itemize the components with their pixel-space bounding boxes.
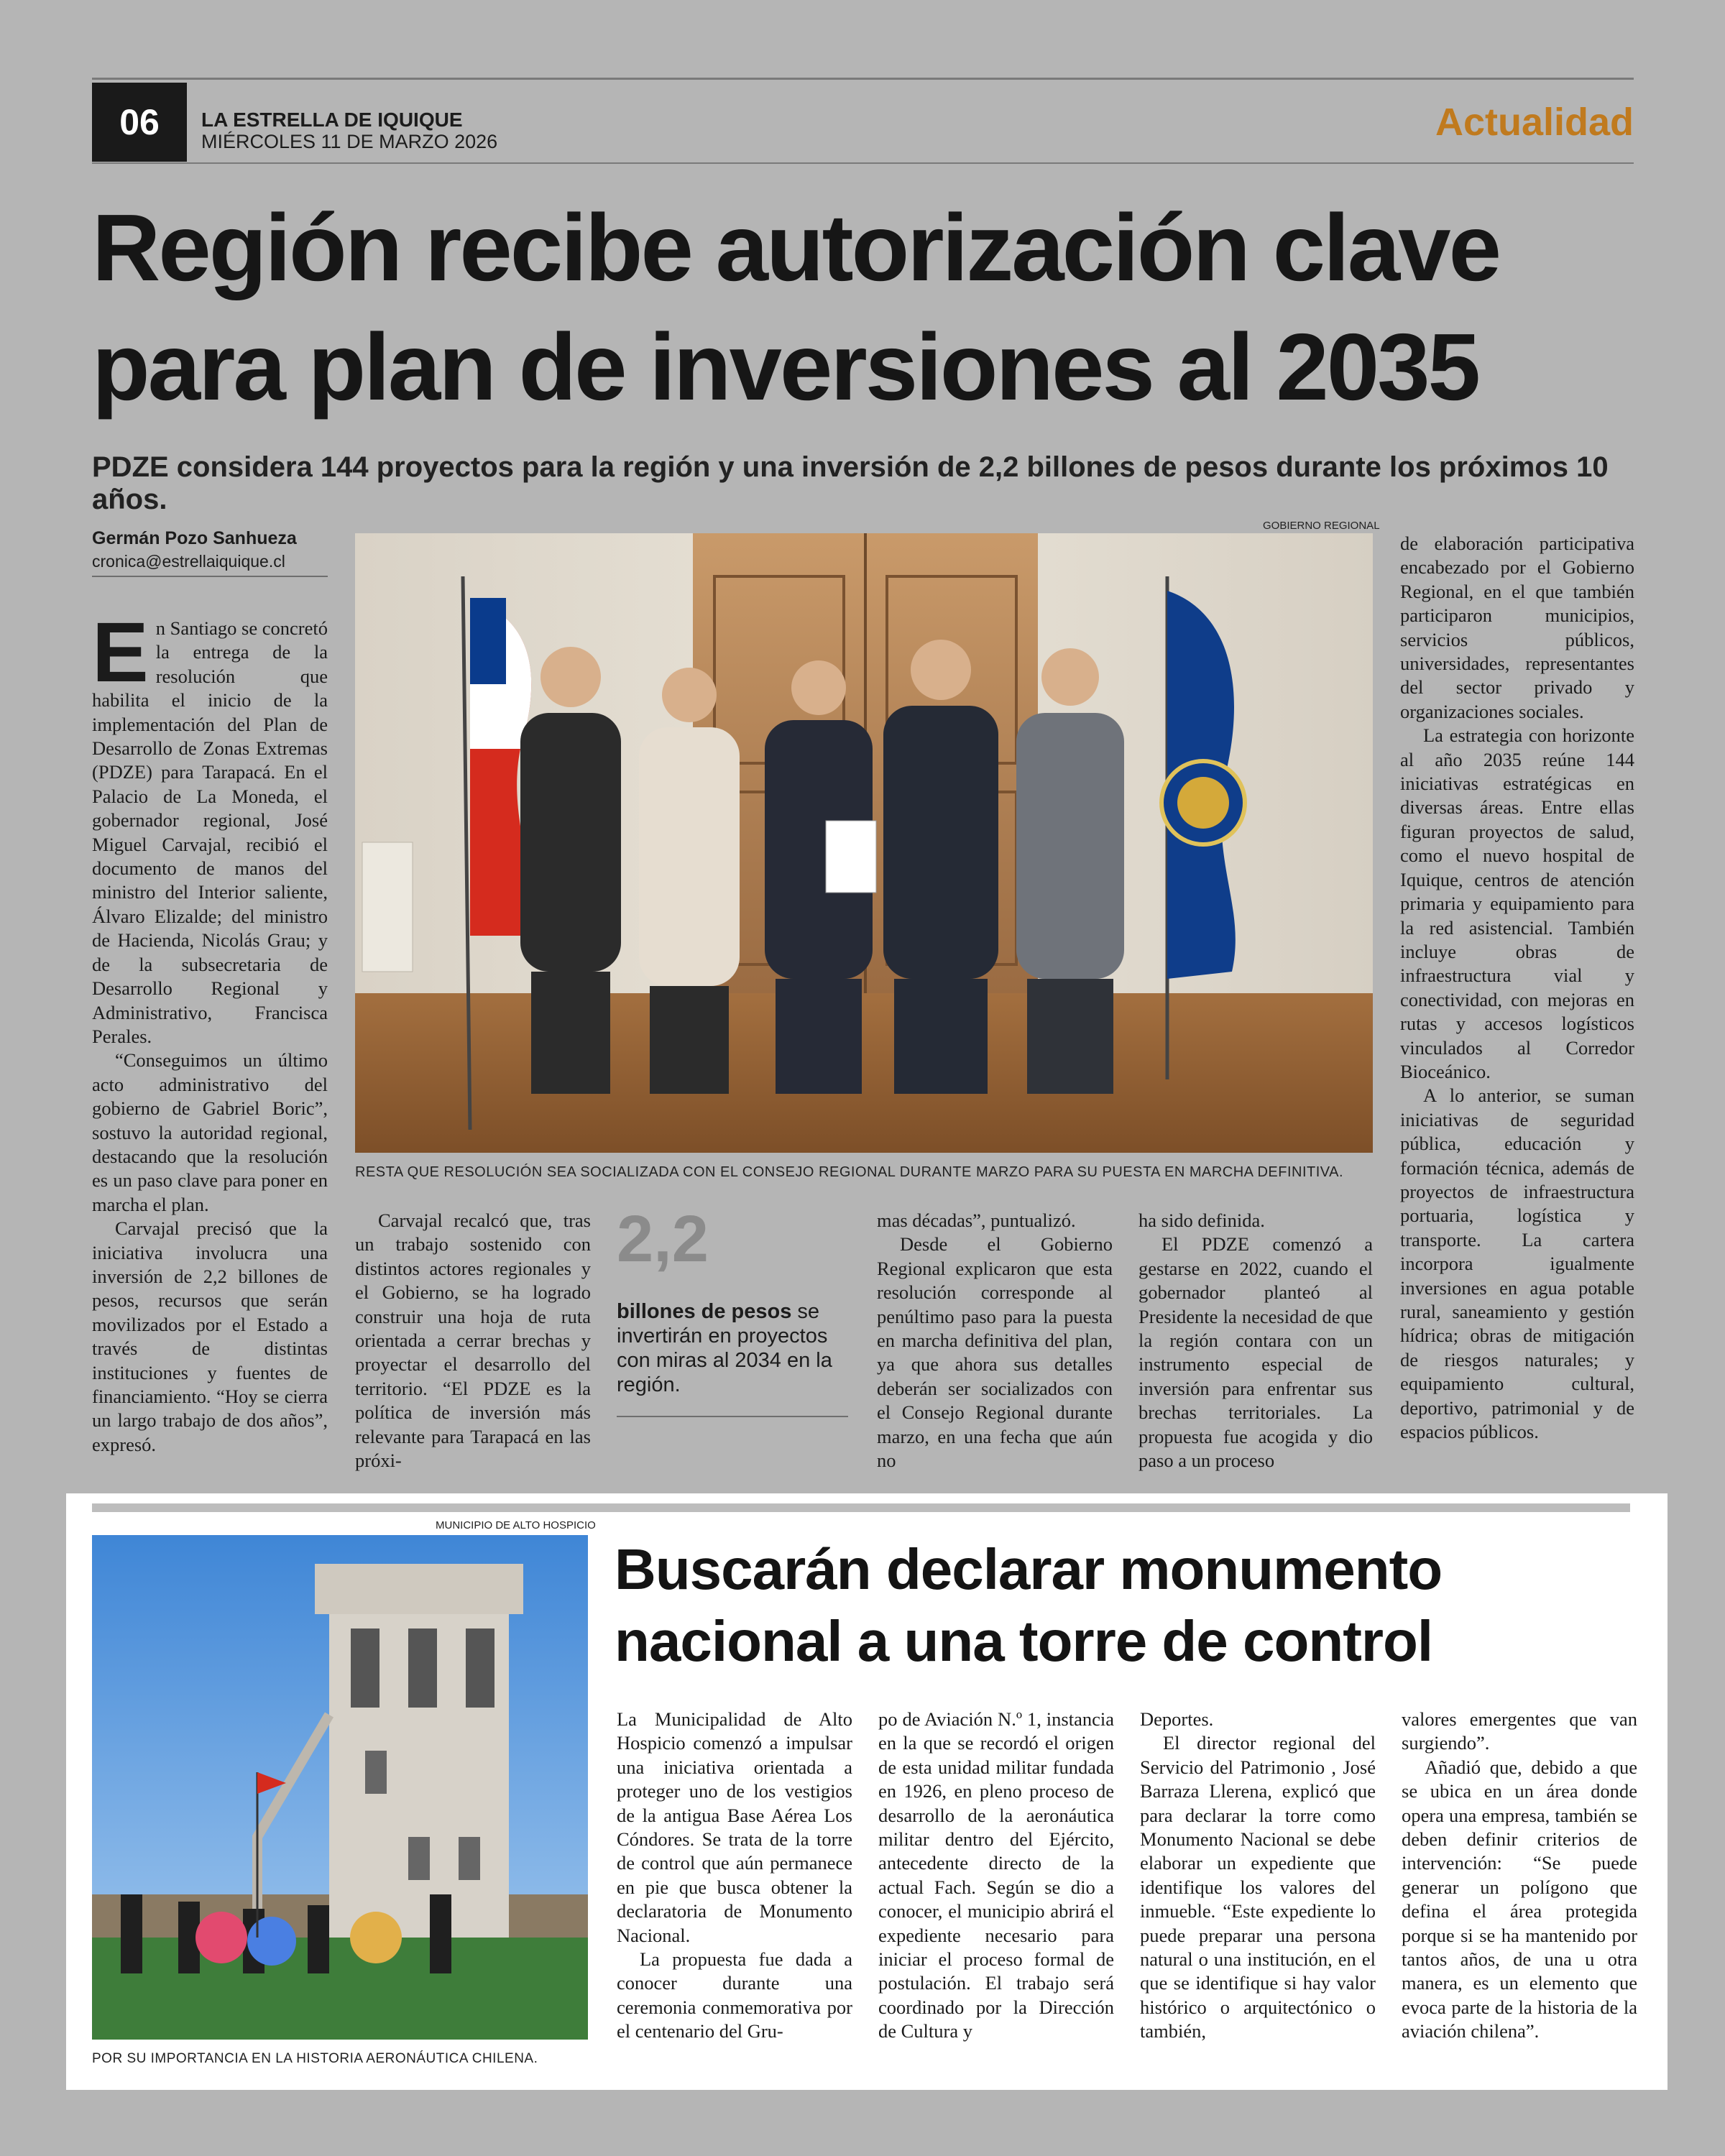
col4-paragraph-2: Desde el Gobierno Regional explicaron que esta resolución corresponde al penúltimo paso para la puesta en marcha definitiva del plan, ya que ahora sus detalles deberán ser socializados con el Consejo Regional durante marzo, en una fecha que aún no	[877, 1233, 1113, 1472]
second-headline-line1: Buscarán declarar monumento	[615, 1537, 1443, 1601]
tower-photo	[92, 1535, 588, 2040]
main-headline	[92, 188, 1644, 427]
second-column-4	[1402, 1708, 1637, 2044]
main-photo	[355, 533, 1373, 1153]
second-headline	[615, 1534, 1635, 1677]
main-column-5	[1138, 1209, 1373, 1473]
stat-rest: se invertirán en proyectos con miras al 2034 en la región.	[617, 1300, 832, 1396]
second-headline-line2: nacional a una torre de control	[615, 1609, 1433, 1673]
s-col3-paragraph-1: Deportes.	[1140, 1708, 1214, 1730]
stat-text	[617, 1299, 848, 1397]
second-column-1	[617, 1708, 852, 2044]
col1-paragraph-2: “Conseguimos un último acto administrativo del gobierno de Gabriel Boric”, sostuvo la autoridad regional, destacando que la resolución es un paso clave para poner en marcha el plan.	[92, 1049, 328, 1215]
col1-paragraph-1: n Santiago se concretó la entrega de la resolución que habilita el inicio de la implementación del Plan de Desarrollo de Zonas Extremas (PDZE) para Tarapacá. En el Palacio de La Moneda, el gobernador regional, José Miguel Carvajal, recibió el documento de manos del ministro del Interior saliente, Álvaro Elizalde; del ministro de Hacienda, Nicolás Grau; y de la subsecretaria de Desarrollo Regional y Administrativo, Francisca Perales.	[92, 617, 328, 1047]
masthead	[92, 78, 1634, 164]
s-col3-paragraph-2: El director regional del Servicio del Patrimonio , José Barraza Llerena, explicó que para declarar la torre como Monumento Nacional se debe elaborar un expediente que identifique los valores del inmueble. “Este expediente lo puede preparar una persona natural o una institución, en el que se identifique si hay valor histórico o arquitectónico o también,	[1140, 1732, 1376, 2042]
section-label: Actualidad	[1435, 101, 1634, 144]
s-col1-paragraph-1: La Municipalidad de Alto Hospicio comenzó a impulsar una iniciativa orientada a proteger uno de los vestigios de la antigua Base Aérea Los Cóndores. Se trata de la torre de control que aún permanece en pie que busca obtener la declaratoria de Monumento Nacional.	[617, 1708, 852, 1946]
page-number: 06	[92, 83, 187, 162]
second-article	[66, 1493, 1668, 2090]
s-col4-paragraph-1: valores emergentes que van surgiendo”.	[1402, 1708, 1637, 1754]
col2-paragraph-1: Carvajal recalcó que, tras un trabajo sostenido con distintos actores regionales y el Gobierno, se ha logrado construir una hoja de ruta orientada a cerrar brechas y proyectar el desarrollo del territorio. “El PDZE es la política de inversión más relevante para Tarapacá en las próxi-	[355, 1210, 591, 1472]
tower-photo-credit: MUNICIPIO DE ALTO HOSPICIO	[436, 1519, 596, 1531]
second-column-3	[1140, 1708, 1376, 2044]
col1-paragraph-3: Carvajal precisó que la iniciativa involucra una inversión de 2,2 billones de pesos, recursos que serán movilizados por el Estado a través de distintas instituciones y fuentes de financiamiento. “Hoy se cierra un largo trabajo de dos años”, expresó.	[92, 1217, 328, 1455]
second-column-2	[878, 1708, 1114, 2044]
main-subhead: PDZE considera 144 proyectos para la región y una inversión de 2,2 billones de pesos durante los próximos 10 años.	[92, 451, 1609, 515]
issue-date: MIÉRCOLES 11 DE MARZO 2026	[201, 131, 498, 152]
s-col1-paragraph-2: La propuesta fue dada a conocer durante una ceremonia conmemorativa por el centenario del Gru-	[617, 1948, 852, 2042]
s-col4-paragraph-2: Añadió que, debido a que se ubica en un área donde opera una empresa, también se deben definir criterios de intervención: “Se puede generar un polígono que defina el área protegida porque si se ha mantenido por tantos años, de una u otra manera, es un elemento que evoca parte de la historia de la aviación chilena”.	[1402, 1756, 1637, 2042]
main-headline-line2: para plan de inversiones al 2035	[92, 314, 1478, 420]
author-name: Germán Pozo Sanhueza	[92, 528, 297, 548]
col6-paragraph-1: de elaboración participativa encabezado por el Gobierno Regional, en el que también participaron municipios, servicios públicos, universidades, representantes del sector privado y organizaciones sociales.	[1400, 533, 1634, 722]
stat-number: 2,2	[617, 1202, 709, 1276]
stat-divider	[617, 1416, 848, 1417]
author-email: cronica@estrellaiquique.cl	[92, 552, 285, 571]
paper-name: LA ESTRELLA DE IQUIQUE	[201, 109, 463, 131]
stat-bold: billones de pesos	[617, 1300, 792, 1323]
second-article-rule	[92, 1503, 1630, 1512]
col6-paragraph-3: A lo anterior, se suman iniciativas de seguridad pública, educación y formación técnica, además de proyectos de infraestructura portuaria, logística y transporte. La cartera incorpora igualmente inversiones en agua potable rural, saneamiento y gestión hídrica; obras de mitigación de riesgos naturales; y equipamiento cultural, deportivo, patrimonial y de espacios públicos.	[1400, 1084, 1634, 1443]
col5-paragraph-1: ha sido definida.	[1138, 1210, 1265, 1231]
main-column-1	[92, 605, 328, 1457]
main-photo-caption: RESTA QUE RESOLUCIÓN SEA SOCIALIZADA CON EL CONSEJO REGIONAL DURANTE MARZO PARA SU PUESTA EN MARCHA DEFINITIVA.	[355, 1164, 1344, 1180]
s-col2-paragraph-1: po de Aviación N.º 1, instancia en la que se recordó el origen de esta unidad militar fundada en 1926, en pleno proceso de desarrollo de la aeronáutica militar dentro del Ejército, antecedente directo de la actual Fach. Según se dio a conocer, el municipio abrirá el expediente necesario para iniciar el proceso formal de postulación. El trabajo será coordinado por la Dirección de Cultura y	[878, 1708, 1114, 2042]
col6-paragraph-2: La estrategia con horizonte al año 2035 reúne 144 iniciativas estratégicas en diversas áreas. Entre ellas figuran proyectos de salud, como el nuevo hospital de Iquique, centros de atención primaria y equipamiento para la red asistencial. También incluye obras de infraestructura vial y conectividad, con mejoras en rutas y accesos logísticos vinculados al Corredor Bioceánico.	[1400, 724, 1634, 1082]
main-photo-credit: GOBIERNO REGIONAL	[1263, 520, 1380, 532]
main-headline-line1: Región recibe autorización clave	[92, 195, 1499, 300]
main-column-4	[877, 1209, 1113, 1473]
col4-paragraph-1: mas décadas”, puntualizó.	[877, 1210, 1076, 1231]
main-column-6	[1400, 532, 1634, 1444]
tower-photo-caption: POR SU IMPORTANCIA EN LA HISTORIA AERONÁUTICA CHILENA.	[92, 2051, 538, 2066]
byline	[92, 528, 328, 577]
drop-cap: E	[92, 605, 149, 700]
main-column-2	[355, 1209, 591, 1473]
col5-paragraph-2: El PDZE comenzó a gestarse en 2022, cuando el gobernador planteó al Presidente la necesidad de que la región contara con un instrumento especial de inversión para enfrentar sus brechas territoriales. La propuesta fue acogida y dio paso a un proceso	[1138, 1233, 1373, 1472]
